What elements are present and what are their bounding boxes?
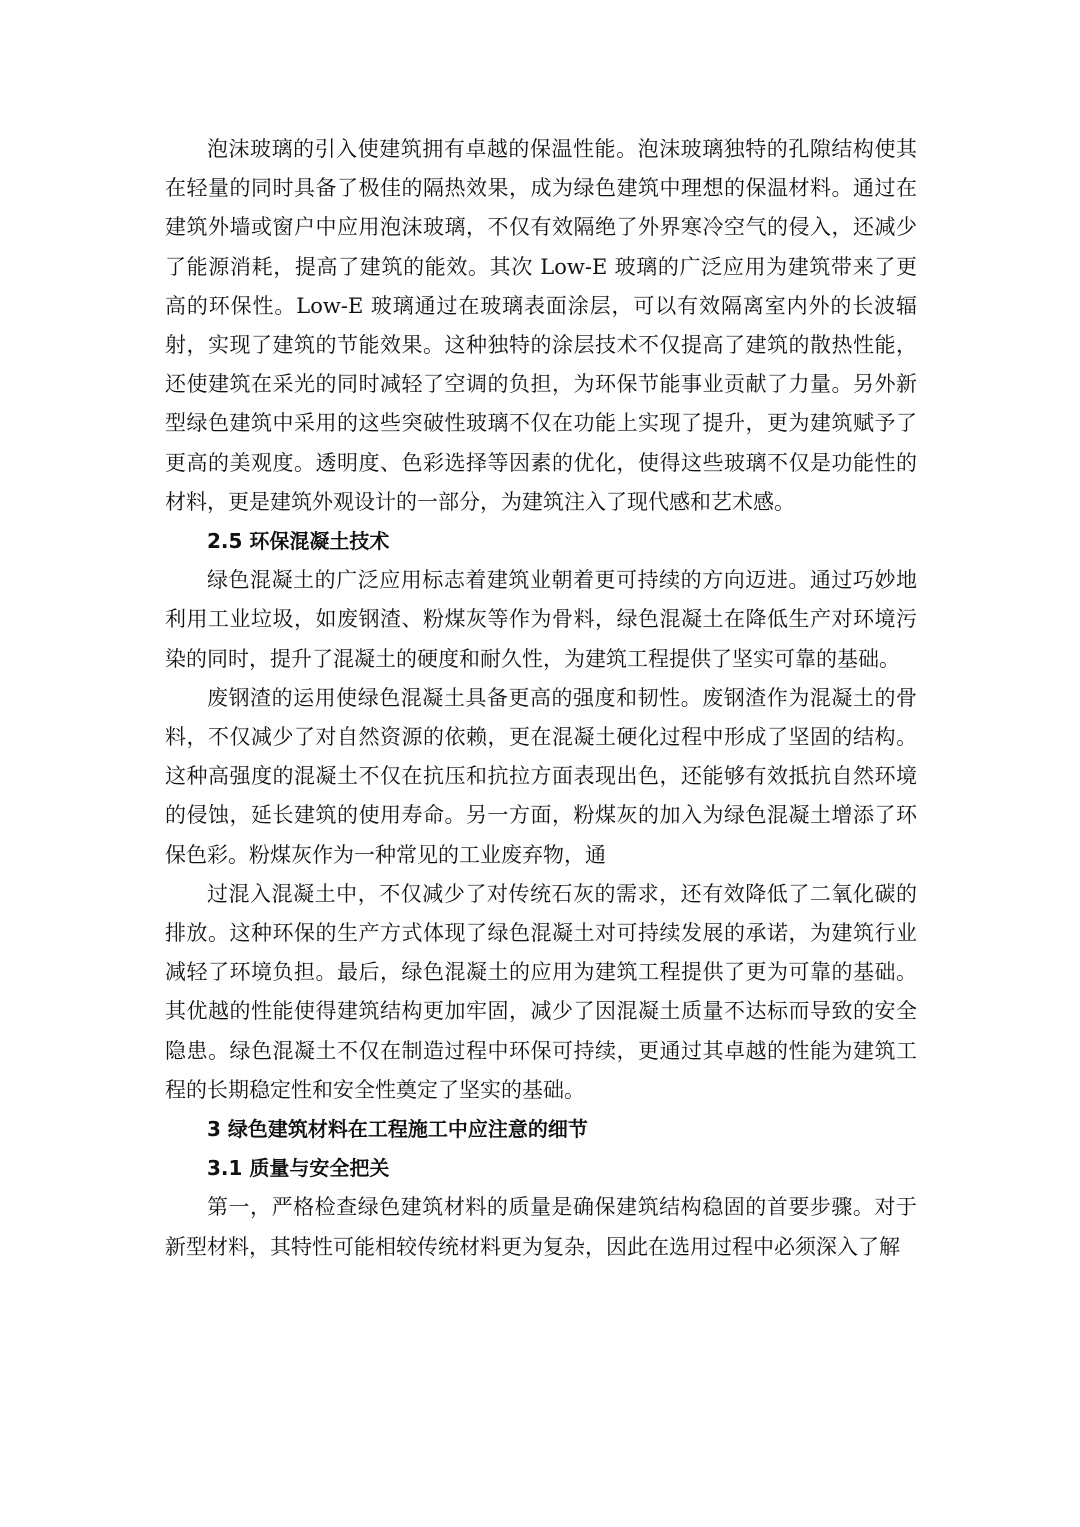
- section-heading-2-5: 2.5 环保混凝土技术: [207, 529, 390, 554]
- paragraph-foam-glass: 泡沫玻璃的引入使建筑拥有卓越的保温性能。泡沫玻璃独特的孔隙结构使其在轻量的同时具备了极佳的隔热效果，成为绿色建筑中理想的保温材料。通过在建筑外墙或窗户中应用泡沫玻璃，不仅有效隔绝了外界寒冷空气的侵入，还减少了能源消耗，提高了建筑的能效。其次 Low-E 玻璃的广泛应用为建筑带来了更高的环保性。Low-E 玻璃通过在玻璃表面涂层，可以有效隔离室内外的长波辐射，实现了建筑的节能效果。这种独特的涂层技术不仅提高了建筑的散热性能，还使建筑在采光的同时减轻了空调的负担，为环保节能事业贡献了力量。另外新型绿色建筑中采用的这些突破性玻璃不仅在功能上实现了提升，更为建筑赋予了更高的美观度。透明度、色彩选择等因素的优化，使得这些玻璃不仅是功能性的材料，更是建筑外观设计的一部分，为建筑注入了现代感和艺术感。: [165, 137, 917, 514]
- paragraph-fly-ash: 过混入混凝土中，不仅减少了对传统石灰的需求，还有效降低了二氧化碳的排放。这种环保的生产方式体现了绿色混凝土对可持续发展的承诺，为建筑行业减轻了环境负担。最后，绿色混凝土的应用为建筑工程提供了更为可靠的基础。其优越的性能使得建筑结构更加牢固，减少了因混凝土质量不达标而导致的安全隐患。绿色混凝土不仅在制造过程中环保可持续，更通过其卓越的性能为建筑工程的长期稳定性和安全性奠定了坚实的基础。: [165, 881, 917, 1102]
- section-heading-3-1: 3.1 质量与安全把关: [207, 1156, 390, 1181]
- paragraph-steel-slag: 废钢渣的运用使绿色混凝土具备更高的强度和韧性。废钢渣作为混凝土的骨料，不仅减少了对自然资源的依赖，更在混凝土硬化过程中形成了坚固的结构。这种高强度的混凝土不仅在抗压和抗拉方面表现出色，还能够有效抵抗自然环境的侵蚀，延长建筑的使用寿命。另一方面，粉煤灰的加入为绿色混凝土增添了环保色彩。粉煤灰作为一种常见的工业废弃物，通: [165, 685, 917, 867]
- section-heading-3: 3 绿色建筑材料在工程施工中应注意的细节: [207, 1117, 588, 1142]
- document-body: [165, 130, 917, 1267]
- paragraph-green-concrete: 绿色混凝土的广泛应用标志着建筑业朝着更可持续的方向迈进。通过巧妙地利用工业垃圾，如废钢渣、粉煤灰等作为骨料，绿色混凝土在降低生产对环境污染的同时，提升了混凝土的硬度和耐久性，为建筑工程提供了坚实可靠的基础。: [165, 568, 917, 671]
- paragraph-quality-check: 第一，严格检查绿色建筑材料的质量是确保建筑结构稳固的首要步骤。对于新型材料，其特性可能相较传统材料更为复杂，因此在选用过程中必须深入了解: [165, 1195, 917, 1259]
